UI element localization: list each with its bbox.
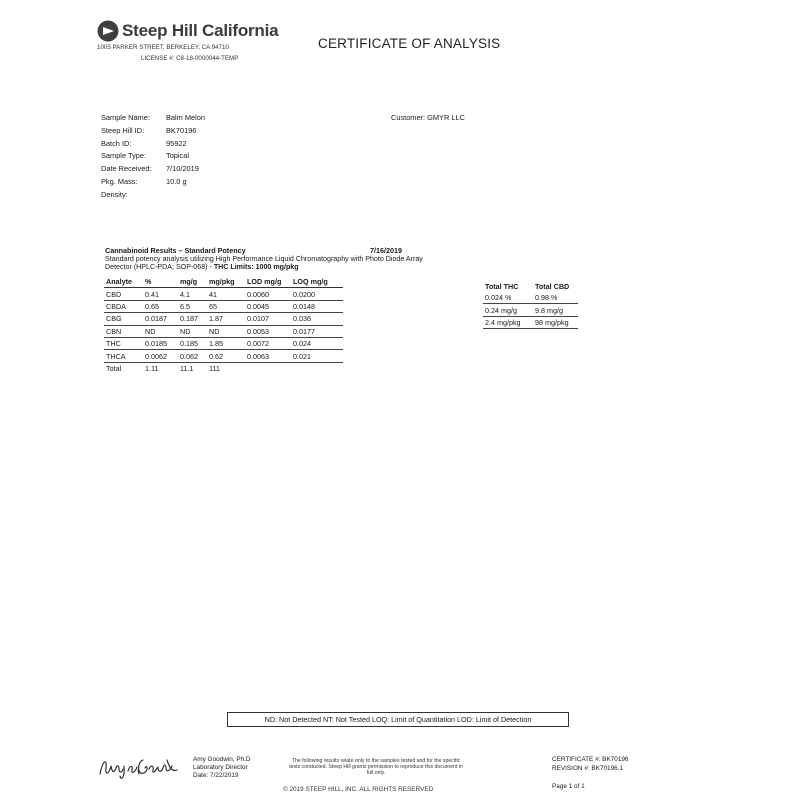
copyright: © 2019 STEEP HILL, INC. ALL RIGHTS RESERVED [283,786,434,793]
table-cell: 98 mg/pkg [533,316,578,328]
table-cell: THCA [104,350,143,362]
thc-limits: THC Limits: 1000 mg/pkg [213,263,299,272]
director-info [193,756,251,780]
table-cell: 0.062 [178,350,207,362]
table-cell: 111 [209,363,220,373]
table-cell: CBDA [104,300,143,312]
table-cell: 65 [207,300,245,312]
cannabinoid-date: 7/16/2019 [370,246,402,255]
table-row [104,288,343,300]
table-cell: 0.0185 [143,337,178,349]
table-cell: 0.0063 [245,350,291,362]
table-cell: 6.5 [178,300,207,312]
table-cell: 0.65 [143,300,178,312]
table-header-row [104,276,343,288]
table-cell: 0.41 [143,288,178,300]
abbreviation-legend: ND: Not Detected NT: Not Tested LOQ: Limit of Quantitation LOD: Limit of Detection [227,712,569,727]
info-value: 7/10/2019 [166,164,199,174]
cannabinoid-heading: Cannabinoid Results – Standard Potency [105,246,246,255]
table-cell: CBG [104,313,143,325]
disclaimer: The following results relate only to the samples tested and for the specific tests conducted. Steep Hill grants permission to reproduce this document in full only. [289,758,463,776]
license-number: LICENSE #: C8-18-0000044-TEMP [141,55,239,62]
certificate-info [552,755,628,773]
info-label: Sample Name: [101,113,150,122]
table-cell: 0.62 [207,350,245,362]
table-cell: 0.24 mg/g [483,304,533,316]
table-row [104,337,343,349]
info-label: Density: [101,189,128,199]
table-cell: 41 [207,288,245,300]
company-name: Steep Hill California [122,21,279,40]
table-cell: ND [207,325,245,337]
table-total-row [104,362,343,374]
info-row-sample-type [101,150,205,163]
table-cell: 0.98 % [533,292,578,304]
table-cell: 0.021 [291,350,343,362]
table-cell: 0.0053 [245,325,291,337]
column-header: LOQ mg/g [291,276,343,288]
totals-header-row [483,281,578,292]
table-cell: 0.0045 [245,300,291,312]
table-cell: 0.187 [178,313,207,325]
column-header: Total CBD [535,282,570,291]
company-address: 1005 PARKER STREET, BERKELEY, CA 94710 [97,44,229,51]
info-value: 95922 [166,138,187,148]
certificate-number: CERTIFICATE #: BK70196 [552,756,629,763]
table-cell: CBN [104,325,143,337]
table-cell: 11.1 [180,363,194,373]
column-header: Analyte [104,276,143,288]
column-header: mg/g [178,276,207,288]
table-cell [291,362,343,374]
table-cell: 0.0060 [245,288,291,300]
customer-value: GMYR LLC [427,113,465,122]
table-row [483,316,578,328]
table-cell [245,362,291,374]
table-cell: Total [106,363,122,373]
info-row-pkg-mass [101,176,205,189]
page-number: Page 1 of 1 [552,783,585,790]
table-cell: 0.0148 [291,300,343,312]
customer-label: Customer: [391,113,426,122]
table-cell: 0.0177 [291,325,343,337]
table-cell: CBD [104,288,143,300]
info-row-density [101,189,205,202]
table-row [483,292,578,304]
column-header: LOD mg/g [245,276,291,288]
description-text: Standard potency analysis utilizing High Performance Liquid Chromatography with Photo Diode Array Detector (HPLC-PDA; SOP-068) - [105,255,423,272]
table-cell: 0.0187 [143,313,178,325]
table-cell: ND [178,325,207,337]
table-cell: 4.1 [178,288,207,300]
info-label: Pkg. Mass: [101,176,138,186]
table-cell: 0.0072 [245,337,291,349]
document-title: CERTIFICATE OF ANALYSIS [318,36,501,51]
signature-image [97,752,182,782]
cannabinoid-description [105,255,450,272]
table-row [104,325,343,337]
cannabinoid-table [104,276,343,374]
column-header: mg/pkg [207,276,245,288]
director-title: Laboratory Director [193,764,248,771]
table-cell: 0.024 % [483,292,533,304]
table-row [104,313,343,325]
sample-info [101,112,205,202]
table-cell: 2.4 mg/pkg [483,316,533,328]
info-label: Batch ID: [101,138,132,148]
table-row [483,304,578,316]
table-cell: 1.85 [207,337,245,349]
info-value: Balm Melon [166,113,206,122]
info-label: Steep Hill ID: [101,125,145,135]
table-cell: 0.024 [291,337,343,349]
table-cell: 0.0107 [245,313,291,325]
table-cell: 0.036 [291,313,343,325]
customer [391,112,465,125]
info-row-date-received [101,163,205,176]
director-date: Date: 7/22/2019 [193,772,239,779]
info-row-batch-id [101,138,205,151]
info-label: Sample Type: [101,151,147,161]
column-header: % [143,276,178,288]
table-cell: 1.11 [145,363,159,373]
info-row-sample-name [101,112,205,125]
table-cell: ND [143,325,178,337]
director-name: Amy Goodwin, Ph.D [193,756,251,763]
table-cell: 0.0062 [143,350,178,362]
info-value: Topical [166,151,190,161]
table-cell: 0.185 [178,337,207,349]
steep-hill-logo-icon [97,20,119,42]
table-row [104,300,343,312]
totals-table [483,281,578,329]
table-cell: 0.0200 [291,288,343,300]
info-value: 10.0 g [166,176,187,186]
info-row-steep-hill-id [101,125,205,138]
revision-number: REVISION #: BK70196.1 [552,765,624,772]
table-cell: 9.8 mg/g [533,304,578,316]
table-cell: 1.87 [207,313,245,325]
info-label: Date Received: [101,164,152,174]
info-value: BK70196 [166,125,197,135]
table-cell: THC [104,337,143,349]
column-header: Total THC [485,282,519,291]
table-row [104,350,343,362]
